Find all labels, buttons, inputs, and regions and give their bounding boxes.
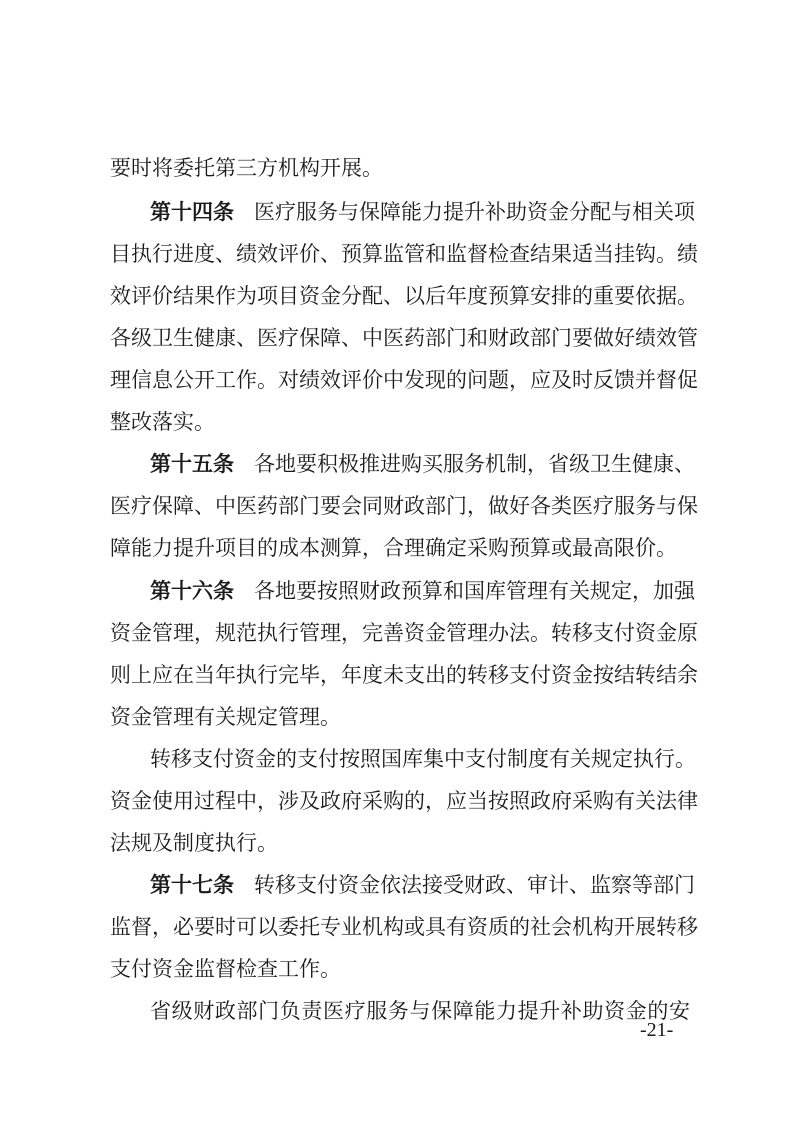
text-line: 则上应在当年执行完毕，年度未支出的转移支付资金按结转结余 xyxy=(110,663,698,687)
text-line: 转移支付资金的支付按照国库集中支付制度有关规定执行。 xyxy=(150,747,696,771)
article-16-first-line xyxy=(150,571,695,611)
article-17-first-line xyxy=(150,865,695,905)
article-14-first-line xyxy=(150,192,695,232)
text-line xyxy=(110,148,690,188)
text-line: 整改落实。 xyxy=(110,410,215,434)
text-line: 障能力提升项目的成本测算，合理确定采购预算或最高限价。 xyxy=(110,536,677,560)
article-heading: 第十四条 xyxy=(150,200,234,224)
article-heading: 第十六条 xyxy=(150,579,234,603)
text-line: 省级财政部门负责医疗服务与保障能力提升补助资金的安 xyxy=(150,999,690,1023)
text-line-content: 转移支付资金依法接受财政、审计、监察等部门 xyxy=(254,873,695,897)
article-heading: 第十五条 xyxy=(150,452,234,476)
article-heading: 第十七条 xyxy=(150,873,234,897)
text-line: 支付资金监督检查工作。 xyxy=(110,957,341,981)
text-line-content: 各地要按照财政预算和国库管理有关规定，加强 xyxy=(254,579,695,603)
text-line: 资金使用过程中，涉及政府采购的，应当按照政府采购有关法律 xyxy=(110,789,698,813)
text-line-content: 各地要积极推进购买服务机制，省级卫生健康、 xyxy=(254,452,695,476)
text-line: 医疗保障、中医药部门要会同财政部门，做好各类医疗服务与保 xyxy=(110,494,698,518)
article-15-first-line xyxy=(150,444,695,484)
text-line: 理信息公开工作。对绩效评价中发现的问题，应及时反馈并督促 xyxy=(110,368,698,392)
text-line: 资金管理，规范执行管理，完善资金管理办法。转移支付资金原 xyxy=(110,621,698,645)
text-line: 法规及制度执行。 xyxy=(110,831,278,855)
text-line-content: 医疗服务与保障能力提升补助资金分配与相关项 xyxy=(254,200,695,224)
text-line: 目执行进度、绩效评价、预算监管和监督检查结果适当挂钩。绩 xyxy=(110,242,698,266)
page-number: -21- xyxy=(640,1019,674,1041)
text-line: 资金管理有关规定管理。 xyxy=(110,705,341,729)
text-line: 效评价结果作为项目资金分配、以后年度预算安排的重要依据。 xyxy=(110,284,698,308)
text-line: 各级卫生健康、医疗保障、中医药部门和财政部门要做好绩效管 xyxy=(110,326,698,350)
text-line: 监督，必要时可以委托专业机构或具有资质的社会机构开展转移 xyxy=(110,915,698,939)
text-line-content: 要时将委托第三方机构开展。 xyxy=(110,156,383,180)
